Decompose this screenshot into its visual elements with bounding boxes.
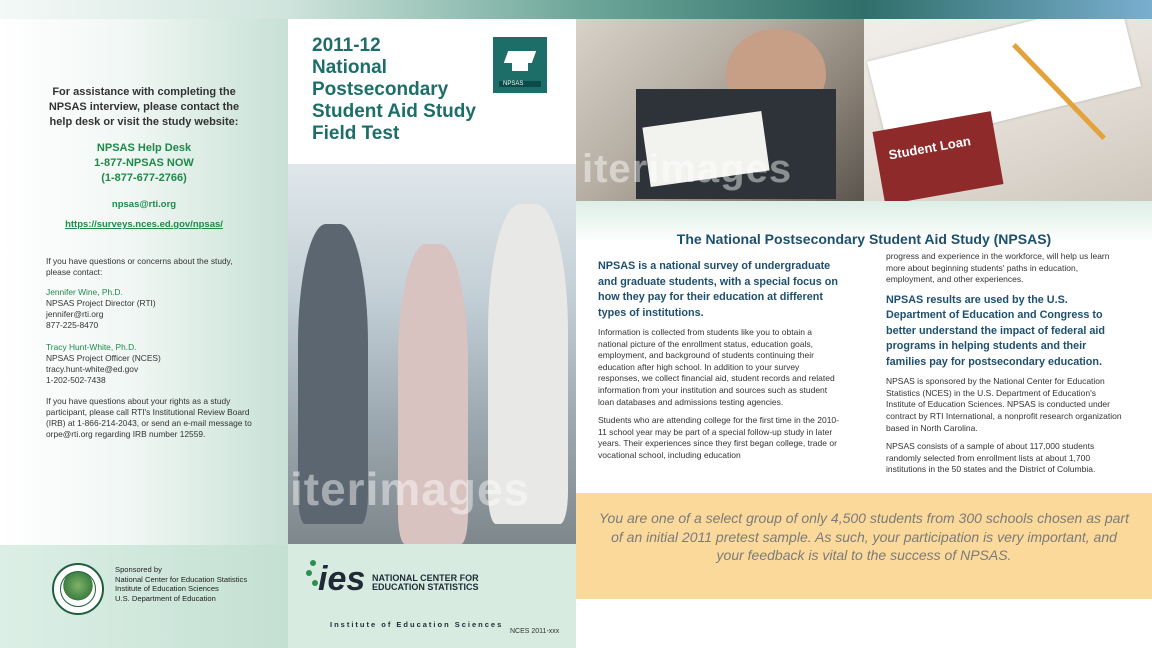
body-paragraph: NPSAS is sponsored by the National Center for Education Statistics (NCES) in the U.S. Department of Education's Institute of Education Sciences. NPSAS is conducted under contract by RTI International, a nonprofit research organization based in North Carolina. — [886, 376, 1122, 433]
lead-paragraph: NPSAS results are used by the U.S. Department of Education and Congress to better understand the impact of federal aid programs in helping students and their families pay for postsecondary education. — [886, 293, 1105, 368]
title-line: Student Aid Study — [312, 101, 476, 122]
cover-title — [312, 35, 512, 145]
ies-wordmark: ies — [318, 560, 366, 598]
image-watermark: iterimages — [582, 147, 793, 191]
helpdesk-email-link[interactable]: npsas@rti.org — [111, 199, 177, 210]
contact-email[interactable]: tracy.hunt-white@ed.gov — [46, 364, 139, 374]
top-color-band — [0, 0, 1152, 19]
logo-text: NPSAS — [503, 81, 524, 87]
questions-text: If you have questions or concerns about the study, please contact: — [46, 256, 233, 277]
contact-officer — [46, 342, 258, 386]
body-paragraph: Students who are attending college for the first time in the 2010-11 school year may be part of a special follow-up study in later years. Their experiences since they first began college, trade or vocational school, including education — [598, 415, 839, 460]
helpdesk-phone: 1-877-NPSAS NOW — [94, 157, 194, 169]
lead-paragraph: NPSAS is a national survey of undergraduate and graduate students, with a special focus on how they pay for their education at different types of institutions. — [598, 260, 838, 319]
contact-panel — [0, 19, 288, 648]
ies-band — [288, 544, 576, 648]
helpdesk-title: NPSAS Help Desk — [96, 142, 192, 154]
image-watermark: iterimages — [290, 463, 531, 515]
npsas-logo-icon — [493, 37, 547, 93]
department-seal-icon — [52, 563, 104, 615]
students-photo — [288, 164, 576, 544]
callout-text: You are one of a select group of only 4,500 students from 300 schools chosen as part of an initial 2011 pretest sample. As such, your participation is very important, and your feedback is vital to the success of NPSAS. — [598, 510, 1129, 563]
title-line: Postsecondary — [312, 79, 449, 100]
title-line: Field Test — [312, 123, 400, 144]
ies-side-line: EDUCATION STATISTICS — [372, 582, 479, 592]
student-loan-photo — [864, 19, 1152, 201]
cover-panel — [288, 19, 576, 648]
body-paragraph: Information is collected from students like you to obtain a national picture of the enrollment status, education goals, employment, and background of students continuing their education after high school. In addition to your survey responses, we collect financial aid, student records and related information from your institution and sources such as student loan databases and admissions testing agencies. — [598, 327, 835, 407]
ies-dots-icon — [306, 556, 318, 596]
ies-side-text — [372, 574, 479, 592]
info-panel — [576, 19, 1152, 648]
study-website-link[interactable]: https://surveys.nces.ed.gov/npsas/ — [65, 219, 223, 230]
contact-name: Tracy Hunt-White, Ph.D. — [46, 342, 137, 352]
contact-phone: 1-202-502-7438 — [46, 375, 106, 385]
ies-subtitle: Institute of Education Sciences — [330, 620, 504, 629]
info-column-right — [886, 251, 1126, 483]
contact-phone: 877-225-8470 — [46, 320, 99, 330]
contact-email[interactable]: jennifer@rti.org — [46, 309, 104, 319]
contact-name: Jennifer Wine, Ph.D. — [46, 287, 123, 297]
nces-number: NCES 2011-xxx — [510, 628, 560, 635]
sponsor-line: National Center for Education Statistics — [115, 574, 248, 584]
contact-role: NPSAS Project Officer (NCES) — [46, 353, 161, 363]
ies-side-line: NATIONAL CENTER FOR — [372, 573, 479, 583]
helpdesk-block — [40, 141, 248, 186]
assistance-text: For assistance with completing the NPSAS interview, please contact the help desk or visit the study website: — [48, 86, 240, 128]
body-paragraph: NPSAS consists of a sample of about 117,000 students randomly selected from enrollment lists at about 1,700 institutions in the 50 states and the District of Columbia. — [886, 441, 1096, 475]
sponsor-line: Sponsored by — [115, 565, 162, 574]
title-year: 2011-12 — [312, 35, 381, 56]
rights-text: If you have questions about your rights as a study participant, please call RTI's Institutional Review Board (IRB) at 1-866-214-2043, or send an e-mail message to orpe@rti.org regarding IRB number 12559. — [46, 396, 252, 439]
ies-logo — [306, 556, 506, 629]
sponsor-line: Institute of Education Sciences — [115, 584, 219, 593]
student-writing-photo — [576, 19, 864, 201]
contact-director — [46, 287, 258, 331]
callout-box — [576, 493, 1152, 599]
body-paragraph: progress and experience in the workforce, will help us learn more about beginning students' paths in education, employment, and other experiences. — [886, 251, 1110, 285]
sponsor-band — [0, 545, 288, 648]
title-line: National — [312, 57, 387, 78]
info-column-left — [598, 259, 842, 469]
helpdesk-phone-numeric: (1-877-677-2766) — [101, 172, 187, 184]
student-loan-label: Student Loan — [887, 133, 972, 163]
sponsor-line: U.S. Department of Education — [115, 593, 216, 603]
section-heading: The National Postsecondary Student Aid Study (NPSAS) — [676, 231, 1052, 247]
sponsor-text — [115, 565, 247, 603]
contact-role: NPSAS Project Director (RTI) — [46, 298, 156, 308]
